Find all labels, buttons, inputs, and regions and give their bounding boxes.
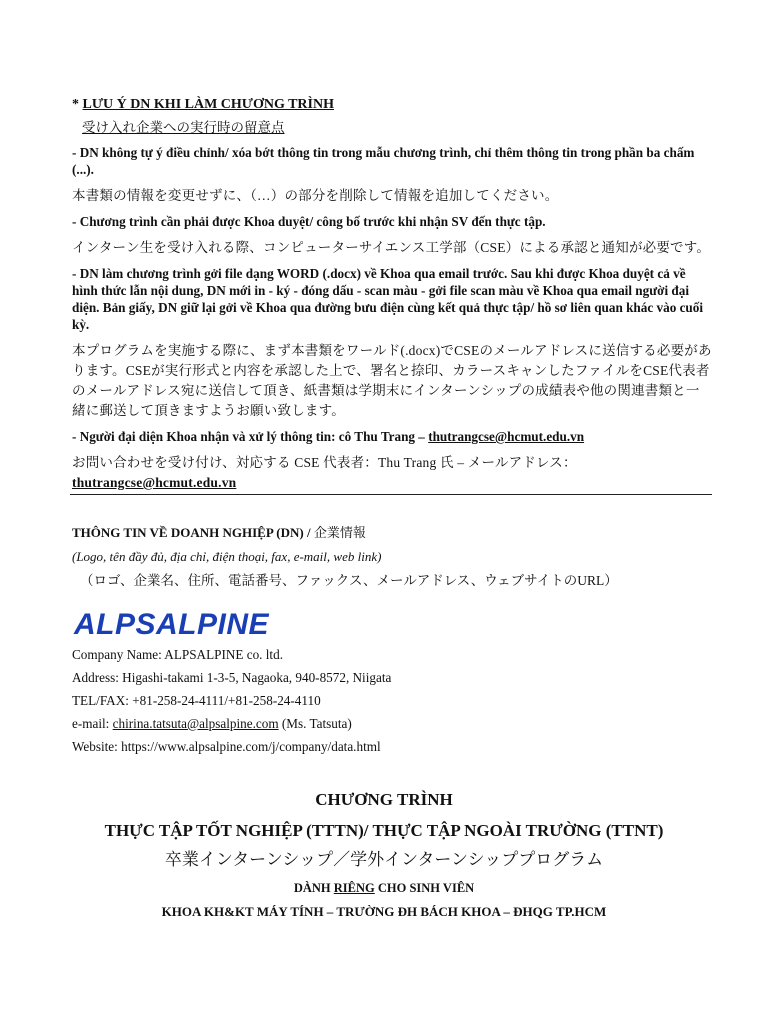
note-item-4-vi — [72, 428, 712, 445]
note-item-3-jp: 本プログラムを実施する際に、まず本書類をワールド(.docx)でCSEのメールアドレスに送信する必要があります。CSEが実行形式と内容を承認した上で、署名と捺印、カラースキャンしたファイルをCSE代表者のメールアドレス宛に送信して頂き、紙書類は学期末にインターンシップの成績表や他の関連書類と一緒に郵送して頂きますようお願い致します。 — [72, 343, 712, 418]
note-item-1-vi: - DN không tự ý điều chỉnh/ xóa bớt thông tin trong mẫu chương trình, chỉ thêm thông tin trong phần ba chấm (...). — [72, 145, 695, 177]
company-email — [72, 715, 712, 733]
company-info-section — [72, 524, 712, 756]
logo-text: ALPSALPINE — [74, 608, 270, 640]
program-title: CHƯƠNG TRÌNH — [315, 790, 453, 809]
notes-title-jp: 受け入れ企業への実行時の留意点 — [82, 120, 285, 135]
program-subtitle: THỰC TẬP TỐT NGHIỆP (TTTN)/ THỰC TẬP NGOÀI TRƯỜNG (TTNT) — [104, 821, 664, 840]
note-item-1-jp: 本書類の情報を変更せずに、（…）の部分を削除して情報を追加してください。 — [72, 188, 559, 203]
company-address: Address: Higashi-takami 1-3-5, Nagaoka, 940-8572, Niigata — [72, 670, 392, 685]
notes-title — [72, 96, 712, 114]
company-heading-vi: THÔNG TIN VỀ DOANH NGHIỆP (DN) / — [72, 525, 314, 540]
company-hint-jp: （ロゴ、企業名、住所、電話番号、ファックス、メールアドレス、ウェブサイトのURL） — [80, 573, 618, 588]
notes-section — [72, 96, 712, 493]
contact-email-link[interactable]: thutrangcse@hcmut.edu.vn — [428, 429, 585, 444]
program-audience-c: CHO SINH VIÊN — [374, 881, 475, 895]
note-item-4-jp-text: お問い合わせを受け付け、対応する CSE 代表者：Thu Trang 氏 – メールアドレス： — [72, 455, 577, 470]
note-item-2-vi: - Chương trình cần phải được Khoa duyệt/ công bố trước khi nhận SV đến thực tập. — [72, 214, 546, 229]
program-audience-a: DÀNH — [293, 881, 334, 895]
note-item-3-vi: - DN làm chương trình gởi file dạng WORD (.docx) về Khoa qua email trước. Sau khi được Khoa duyệt cả về hình thức lẫn nội dung, DN mới in - ký - đóng dấu - scan màu - gởi file scan màu về Khoa qua email người đại diện. Bản giấy, DN giữ lại gởi về Khoa qua đường bưu điện cùng kết quả thực tập/ hồ sơ liên quan khác vào cuối kỳ. — [72, 266, 704, 332]
company-logo — [72, 600, 712, 640]
company-name: Company Name: ALPSALPINE co. ltd. — [72, 647, 283, 662]
notes-title-prefix: * — [72, 97, 83, 112]
company-heading-jp: 企業情報 — [313, 525, 366, 540]
company-email-suffix: (Ms. Tatsuta) — [278, 716, 352, 731]
note-item-2-jp: インターン生を受け入れる際、コンピューターサイエンス工学部（CSE）による承認と通知が必要です。 — [72, 240, 711, 255]
program-audience — [40, 879, 728, 897]
contact-email-link-jp[interactable]: thutrangcse@hcmut.edu.vn — [72, 475, 237, 490]
company-email-link[interactable]: chirina.tatsuta@alpsalpine.com — [112, 716, 279, 731]
program-title-block — [40, 788, 728, 921]
program-faculty: KHOA KH&KT MÁY TÍNH – TRƯỜNG ĐH BÁCH KHOA – ĐHQG TP.HCM — [161, 904, 607, 919]
note-item-4-jp — [72, 453, 712, 493]
notes-title-text: LƯU Ý DN KHI LÀM CHƯƠNG TRÌNH — [82, 97, 334, 112]
company-website: Website: https://www.alpsalpine.com/j/company/data.html — [72, 739, 381, 754]
note-item-4-vi-text: - Người đại diện Khoa nhận và xử lý thông tin: cô Thu Trang – — [72, 429, 429, 444]
section-divider — [70, 494, 712, 495]
company-heading — [72, 524, 712, 542]
program-audience-b: RIÊNG — [333, 881, 375, 895]
alpsalpine-logo-image — [72, 600, 302, 640]
program-subtitle-jp: 卒業インターンシップ／学外インターンシッププログラム — [164, 850, 604, 869]
company-email-label: e-mail: — [72, 716, 113, 731]
company-telfax: TEL/FAX: +81-258-24-4111/+81-258-24-4110 — [72, 693, 321, 708]
company-hint-vi: (Logo, tên đầy đủ, địa chỉ, điện thoại, fax, e-mail, web link) — [72, 549, 382, 564]
